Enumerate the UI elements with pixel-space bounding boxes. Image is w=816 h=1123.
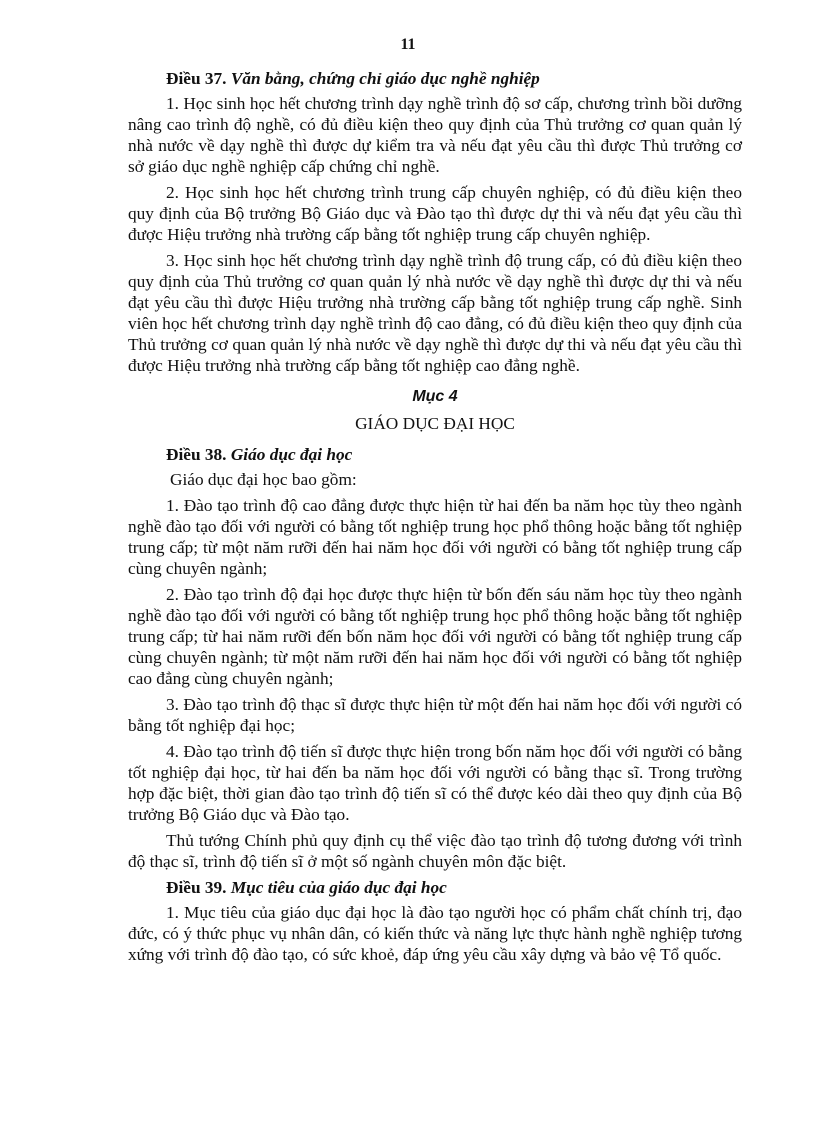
- article-38-title: Giáo dục đại học: [230, 445, 353, 464]
- article-39-title: Mục tiêu của giáo dục đại học: [230, 878, 447, 897]
- article-38-heading: [128, 444, 742, 465]
- article-37-label: Điều 37.: [166, 69, 227, 88]
- article-37-clause-1: 1. Học sinh học hết chương trình dạy nghề trình độ sơ cấp, chương trình bồi dưỡng nâng cao trình độ nghề, có đủ điều kiện theo quy định của Thủ trưởng cơ quan quản lý nhà nước về dạy nghề thì được dự kiểm tra và nếu đạt yêu cầu thì được Thủ trưởng cơ sở giáo dục nghề nghiệp cấp chứng chỉ nghề.: [128, 94, 742, 176]
- article-38-clause-3: 3. Đào tạo trình độ thạc sĩ được thực hiện từ một đến hai năm học đối với người có bằng tốt nghiệp đại học;: [128, 695, 742, 735]
- article-37-heading: [128, 68, 742, 89]
- article-38-intro: Giáo dục đại học bao gồm:: [170, 470, 357, 489]
- article-38-clause-2: 2. Đào tạo trình độ đại học được thực hiện từ bốn đến sáu năm học tùy theo ngành nghề đào tạo đối với người có bằng tốt nghiệp trung học phổ thông hoặc bằng tốt nghiệp trung cấp; từ hai năm rưỡi đến bốn năm học đối với người có bằng tốt nghiệp trung cấp cùng chuyên ngành; từ một năm rưỡi đến hai năm học đối với người có bằng tốt nghiệp cao đẳng cùng chuyên ngành;: [128, 585, 742, 688]
- article-39-label: Điều 39.: [166, 878, 227, 897]
- article-39-heading: [128, 877, 742, 898]
- section-label: Mục 4: [412, 388, 458, 405]
- article-37-clause-3: 3. Học sinh học hết chương trình dạy nghề trình độ trung cấp, có đủ điều kiện theo quy định của Thủ trưởng cơ quan quản lý nhà nước về dạy nghề thì được dự thi và nếu đạt yêu cầu thì được Hiệu trưởng nhà trường cấp bằng tốt nghiệp trung cấp nghề. Sinh viên học hết chương trình dạy nghề trình độ cao đẳng, có đủ điều kiện theo quy định của Thủ trưởng cơ quan quản lý nhà nước về dạy nghề thì được dự thi và nếu đạt yêu cầu thì được Hiệu trưởng nhà trường cấp bằng tốt nghiệp cao đẳng nghề.: [128, 251, 742, 375]
- article-38-closing: Thủ tướng Chính phủ quy định cụ thể việc đào tạo trình độ tương đương với trình độ thạc sĩ, trình độ tiến sĩ ở một số ngành chuyên môn đặc biệt.: [128, 831, 742, 871]
- article-37-title: Văn bằng, chứng chỉ giáo dục nghề nghiệp: [230, 69, 540, 88]
- section-title: GIÁO DỤC ĐẠI HỌC: [355, 414, 515, 433]
- article-38-label: Điều 38.: [166, 445, 227, 464]
- article-38-clause-4: 4. Đào tạo trình độ tiến sĩ được thực hiện trong bốn năm học đối với người có bằng tốt nghiệp đại học, từ hai đến ba năm học đối với người có bằng thạc sĩ. Trong trường hợp đặc biệt, thời gian đào tạo trình độ tiến sĩ có thể được kéo dài theo quy định của Bộ trưởng Bộ Giáo dục và Đào tạo.: [128, 742, 742, 824]
- article-38-clause-1: 1. Đào tạo trình độ cao đẳng được thực hiện từ hai đến ba năm học tùy theo ngành nghề đào tạo đối với người có bằng tốt nghiệp trung học phổ thông hoặc bằng tốt nghiệp trung cấp; từ một năm rưỡi đến hai năm học đối với người có bằng tốt nghiệp trung cấp cùng chuyên ngành;: [128, 496, 742, 578]
- page-number: 11: [400, 36, 416, 53]
- article-39-clause-1: 1. Mục tiêu của giáo dục đại học là đào tạo người học có phẩm chất chính trị, đạo đức, có ý thức phục vụ nhân dân, có kiến thức và năng lực thực hành nghề nghiệp tương xứng với trình độ đào tạo, có sức khoẻ, đáp ứng yêu cầu xây dựng và bảo vệ Tổ quốc.: [128, 903, 742, 964]
- article-37-clause-2: 2. Học sinh học hết chương trình trung cấp chuyên nghiệp, có đủ điều kiện theo quy định của Bộ trưởng Bộ Giáo dục và Đào tạo thì được dự thi và nếu đạt yêu cầu thì được Hiệu trưởng nhà trường cấp bằng tốt nghiệp trung cấp chuyên nghiệp.: [128, 183, 742, 244]
- document-body: [128, 68, 742, 970]
